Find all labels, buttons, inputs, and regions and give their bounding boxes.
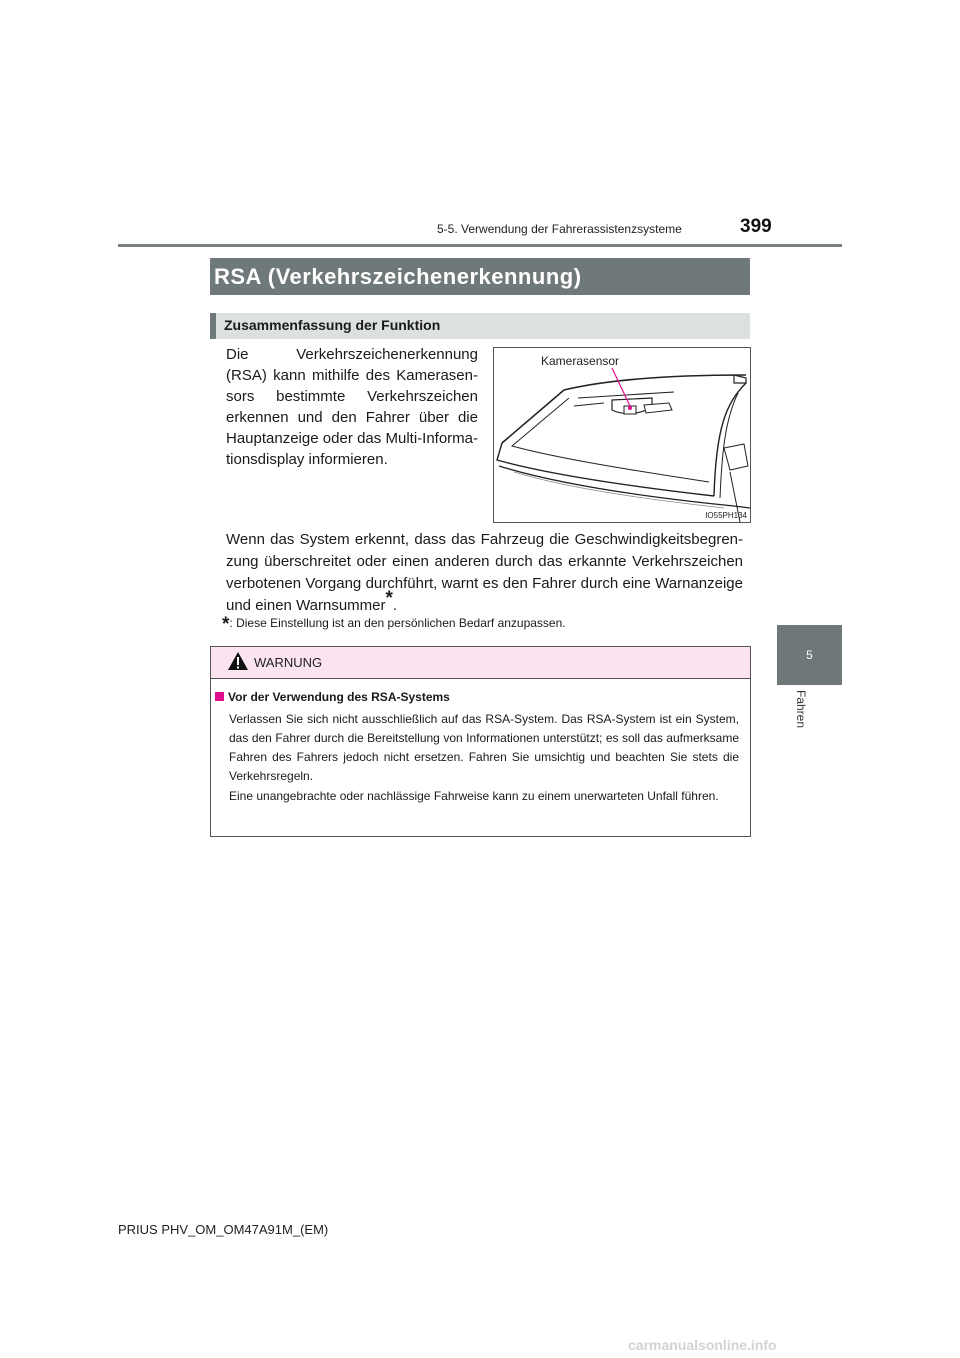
footnote-mark: * (222, 614, 230, 635)
body-paragraph-end: . (392, 597, 398, 614)
warning-paragraph-2: Eine unangebrachte oder nachlässige Fahrweise kann zu einem unerwarteten Unfall führen. (229, 789, 719, 803)
running-header-section: 5-5. Verwendung der Fahrerassistenzsysteme (437, 222, 682, 236)
windshield-illustration (494, 348, 750, 522)
header-rule (118, 244, 842, 247)
body-paragraph-text: Wenn das System erkennt, dass das Fahrzeug die Geschwindigkeitsbegrenzung überschreitet oder einen anderen durch das erkannte Verkehrszeichen verbotenen Vorgang durchführt, warnt es den Fahrer durch eine Warnanzeige und einen Warnsummer (226, 531, 743, 614)
footnote (222, 614, 752, 636)
watermark: carmanualsonline.info (628, 1337, 777, 1353)
warning-box (210, 646, 751, 837)
footnote-reference: * (385, 588, 393, 609)
chapter-number: 5 (806, 648, 813, 662)
warning-header (211, 647, 750, 679)
page-number: 399 (740, 216, 772, 237)
square-bullet-icon (215, 692, 224, 701)
section-title: RSA (Verkehrszeichenerkennung) (214, 264, 582, 289)
chapter-label: Fahren (794, 690, 808, 729)
warning-paragraph-1: Verlassen Sie sich nicht ausschließlich auf das RSA-System. Das RSA-System ist ein System, das den Fahrer durch die Bereitstellung von Informationen unterstützt; es soll das aufmerksame Fahren des Fahrers jedoch nicht ersetzen. Fahren Sie umsichtig und beachten Sie stets die Verkehrsregeln. (229, 712, 739, 783)
warning-item-title-text: Vor der Verwendung des RSA-Systems (228, 690, 450, 704)
warning-title: WARNUNG (254, 655, 323, 670)
footer-document-id: PRIUS PHV_OM_OM47A91M_(EM) (118, 1222, 329, 1237)
intro-paragraph: Die Verkehrszeichenerkennung (RSA) kann mithilfe des Kamerasensors bestimmte Verkehrszeichen erkennen und den Fahrer über die Hauptanzeige oder das Multi-Informationsdisplay informieren. (226, 346, 478, 468)
chapter-tab (777, 625, 842, 685)
warning-item-title (215, 690, 450, 704)
footnote-text: : Diese Einstellung ist an den persönlichen Bedarf anzupassen. (229, 616, 566, 630)
figure-code: IO55PH134 (705, 511, 747, 520)
body-paragraph (226, 529, 743, 617)
camera-sensor-figure (493, 347, 751, 523)
warning-triangle-icon (227, 651, 249, 671)
subsection-title: Zusammenfassung der Funktion (224, 317, 441, 333)
figure-label-camera-sensor: Kamerasensor (541, 354, 620, 368)
subsection-accent (210, 313, 216, 339)
